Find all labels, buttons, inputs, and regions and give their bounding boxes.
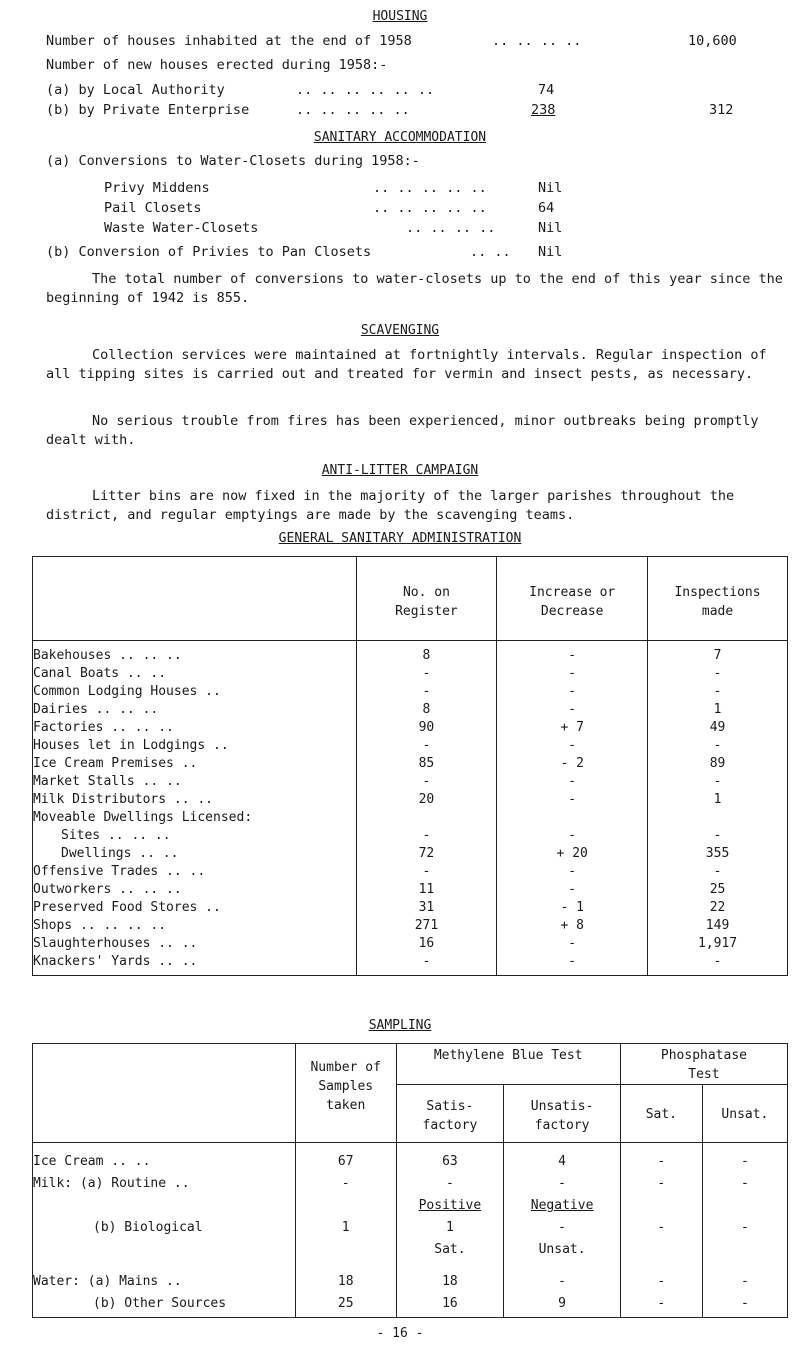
new-houses-item-dots: .. .. .. .. .. .. <box>296 82 435 98</box>
sampling-row-p-unsat <box>703 1195 787 1217</box>
general-row-label: Preserved Food Stores .. <box>33 900 221 915</box>
sampling-row-label: Milk: (a) Routine .. <box>33 1176 190 1191</box>
general-row-label: Dairies .. .. .. <box>33 702 159 717</box>
sampling-row-p-sat: - <box>657 1296 666 1311</box>
pan-closets-dots: .. .. <box>470 244 511 260</box>
sampling-row-p-unsat: - <box>740 1176 749 1191</box>
sampling-row-p-unsat: - <box>740 1296 749 1311</box>
sampling-table <box>32 1043 788 1318</box>
sampling-row-satisfactory: Positive <box>418 1198 482 1213</box>
conversion-dots: .. .. .. .. <box>406 220 496 236</box>
sampling-row-p-unsat <box>703 1239 787 1261</box>
new-houses-item-value: 74 <box>538 82 555 98</box>
general-header-blank <box>33 557 357 641</box>
general-row-increase: - <box>568 774 577 789</box>
general-row-inspections: 25 <box>709 882 726 897</box>
sampling-subheader-unsatisfactory: Unsatis- factory <box>504 1085 621 1143</box>
general-row-increase: + 7 <box>560 720 584 735</box>
sampling-row-unsatisfactory: - <box>558 1274 566 1289</box>
sampling-row-p-sat: - <box>657 1274 666 1289</box>
general-labels-cell <box>33 641 357 976</box>
anti-litter-heading: ANTI-LITTER CAMPAIGN <box>321 463 479 478</box>
general-row-register: 20 <box>418 792 435 807</box>
general-row-increase: - <box>568 936 577 951</box>
conversion-value: 64 <box>538 200 555 216</box>
sampling-unsat-cell <box>504 1143 621 1318</box>
general-row-increase <box>497 809 647 827</box>
general-row-increase: - <box>568 666 577 681</box>
general-row-inspections: 7 <box>713 648 722 663</box>
sanitary-heading: SANITARY ACCOMMODATION <box>313 130 487 145</box>
general-row-register: - <box>422 828 431 843</box>
conversion-dots: .. .. .. .. .. <box>373 200 487 216</box>
general-row-increase: - <box>568 864 577 879</box>
sampling-row-count: - <box>341 1176 350 1191</box>
conversion-value: Nil <box>538 180 563 196</box>
sampling-p-sat-cell <box>620 1143 702 1318</box>
general-row-label: Dwellings .. .. <box>61 846 179 861</box>
sampling-row-p-sat <box>621 1195 702 1217</box>
conversion-value: Nil <box>538 220 563 236</box>
general-row-register: - <box>422 864 431 879</box>
sampling-row-unsatisfactory: Unsat. <box>538 1242 586 1257</box>
sampling-row-label <box>33 1195 295 1217</box>
housing-heading: HOUSING <box>372 9 428 24</box>
conversions-label: (a) Conversions to Water-Closets during 1958:- <box>46 153 420 169</box>
conversions-total-text: The total number of conversions to water-closets up to the end of this year since the beginning of 1942 is 855. <box>46 271 783 306</box>
scavenging-paragraph: Collection services were maintained at fortnightly intervals. Regular inspection of all tipping sites is carried out and treated for vermin and insect pests, as necessary. <box>46 347 767 382</box>
general-row-label: Factories .. .. .. <box>33 720 174 735</box>
general-row-register: 16 <box>418 936 435 951</box>
general-row-register <box>357 809 497 827</box>
general-row-inspections: 1 <box>713 792 722 807</box>
general-row-inspections: 1 <box>713 702 722 717</box>
general-row-label: Market Stalls .. .. <box>33 774 182 789</box>
general-header-inspections: Inspections made <box>648 557 788 641</box>
sampling-row-satisfactory: 18 <box>442 1274 458 1289</box>
general-row-increase: - <box>568 702 577 717</box>
general-row-increase: - 2 <box>560 756 584 771</box>
sampling-row-count: 18 <box>337 1274 354 1289</box>
general-row-register: 72 <box>418 846 435 861</box>
sampling-row-unsatisfactory: - <box>558 1176 566 1191</box>
sampling-sat-cell <box>396 1143 504 1318</box>
sampling-row-count: 25 <box>337 1296 354 1311</box>
general-row-inspections: - <box>713 774 722 789</box>
sampling-subheader-p-sat: Sat. <box>620 1085 702 1143</box>
general-row-register: - <box>422 774 431 789</box>
general-row-label: Knackers' Yards .. .. <box>33 954 198 969</box>
sampling-subheader-p-unsat: Unsat. <box>702 1085 787 1143</box>
sampling-header-blank <box>33 1044 296 1143</box>
sampling-row-count: 1 <box>341 1220 350 1235</box>
general-row-increase: - <box>568 828 577 843</box>
general-row-label: Houses let in Lodgings .. <box>33 738 229 753</box>
general-row-increase: - <box>568 792 577 807</box>
sampling-row-p-sat <box>621 1239 702 1261</box>
sampling-row-unsatisfactory: - <box>558 1220 566 1235</box>
sampling-row-unsatisfactory: Negative <box>530 1198 594 1213</box>
sampling-row-p-sat: - <box>657 1154 666 1169</box>
new-houses-item-dots: .. .. .. .. .. <box>296 102 410 118</box>
general-row-inspections: 355 <box>705 846 730 861</box>
general-row-label: Ice Cream Premises .. <box>33 756 198 771</box>
page-number: - 16 - <box>376 1326 424 1341</box>
general-row-inspections: - <box>713 828 722 843</box>
general-row-inspections: 89 <box>709 756 726 771</box>
sampling-row-p-unsat: - <box>740 1220 749 1235</box>
general-row-inspections: 49 <box>709 720 726 735</box>
general-row-inspections: - <box>713 864 722 879</box>
general-row-register: 90 <box>418 720 435 735</box>
anti-litter-paragraph: Litter bins are now fixed in the majority of the larger parishes throughout the district, and regular emptyings are made by the scavenging teams. <box>46 488 735 523</box>
sampling-row-label: (b) Biological <box>93 1220 203 1235</box>
general-row-register: 85 <box>418 756 435 771</box>
general-row-register: 31 <box>418 900 435 915</box>
new-houses-item-label: (b) by Private Enterprise <box>46 102 250 118</box>
general-row-label: Common Lodging Houses .. <box>33 684 221 699</box>
sampling-header-phosphatase: Phosphatase Test <box>620 1044 787 1085</box>
general-row-increase: - 1 <box>560 900 584 915</box>
general-row-increase: - <box>568 738 577 753</box>
pan-closets-label: (b) Conversion of Privies to Pan Closets <box>46 244 372 260</box>
sampling-row-satisfactory: 1 <box>445 1220 454 1235</box>
sampling-heading: SAMPLING <box>368 1018 432 1033</box>
general-row-increase: + 8 <box>560 918 584 933</box>
sampling-labels-cell <box>33 1143 296 1318</box>
sampling-row-label <box>33 1239 295 1261</box>
sampling-header-methylene: Methylene Blue Test <box>396 1044 620 1085</box>
general-row-register: 271 <box>414 918 439 933</box>
general-header-register: No. on Register <box>356 557 497 641</box>
scavenging-heading: SCAVENGING <box>360 323 440 338</box>
general-header-increase: Increase or Decrease <box>497 557 648 641</box>
general-row-register: 8 <box>422 648 431 663</box>
new-houses-total: 312 <box>709 102 734 118</box>
general-row-label: Milk Distributors .. .. <box>33 792 214 807</box>
sampling-row-satisfactory: 63 <box>442 1154 458 1169</box>
general-sanitary-table <box>32 556 788 976</box>
sampling-row-count <box>296 1239 396 1261</box>
general-heading: GENERAL SANITARY ADMINISTRATION <box>278 531 522 546</box>
conversion-label: Privy Middens <box>104 180 210 196</box>
general-row-register: - <box>422 666 431 681</box>
general-row-increase: - <box>568 954 577 969</box>
conversion-dots: .. .. .. .. .. <box>373 180 487 196</box>
sampling-count-cell <box>295 1143 396 1318</box>
sampling-row-count: 67 <box>337 1154 354 1169</box>
general-row-label: Shops .. .. .. .. <box>33 918 167 933</box>
sampling-row-count <box>296 1195 396 1217</box>
general-row-label: Offensive Trades .. .. <box>33 864 206 879</box>
general-row-inspections: 1,917 <box>697 936 738 951</box>
general-row-register: 8 <box>422 702 431 717</box>
pan-closets-value: Nil <box>538 244 563 260</box>
scavenging-paragraph: No serious trouble from fires has been experienced, minor outbreaks being promptly dealt with. <box>46 413 759 448</box>
sampling-row-label: Water: (a) Mains .. <box>33 1274 182 1289</box>
general-register-cell <box>356 641 497 976</box>
general-row-register: - <box>422 738 431 753</box>
general-row-label: Moveable Dwellings Licensed: <box>33 810 253 825</box>
general-row-inspections <box>648 809 787 827</box>
sampling-row-p-unsat: - <box>740 1274 749 1289</box>
general-row-inspections: - <box>713 738 722 753</box>
general-row-label: Slaughterhouses .. .. <box>33 936 198 951</box>
general-row-inspections: 22 <box>709 900 726 915</box>
sampling-row-label: (b) Other Sources <box>93 1296 227 1311</box>
inhabited-dots: .. .. .. .. <box>492 33 582 49</box>
general-inspections-cell <box>648 641 788 976</box>
sampling-row-satisfactory: 16 <box>442 1296 458 1311</box>
sampling-row-p-sat: - <box>657 1176 666 1191</box>
sampling-row-unsatisfactory: 4 <box>558 1154 566 1169</box>
general-row-inspections: - <box>713 954 722 969</box>
general-row-increase: - <box>568 882 577 897</box>
new-houses-item-label: (a) by Local Authority <box>46 82 225 98</box>
sampling-row-label: Ice Cream .. .. <box>33 1154 151 1169</box>
general-row-label: Bakehouses .. .. .. <box>33 648 182 663</box>
sampling-row-p-sat: - <box>657 1220 666 1235</box>
sampling-row-satisfactory: - <box>445 1176 454 1191</box>
general-row-increase: - <box>568 648 577 663</box>
general-row-label: Sites .. .. .. <box>61 828 171 843</box>
general-row-increase: - <box>568 684 577 699</box>
general-row-register: - <box>422 954 431 969</box>
sampling-subheader-satisfactory: Satis- factory <box>396 1085 504 1143</box>
conversion-label: Pail Closets <box>104 200 202 216</box>
general-row-increase: + 20 <box>556 846 588 861</box>
inhabited-label: Number of houses inhabited at the end of 1958 <box>46 33 412 49</box>
general-row-register: 11 <box>418 882 435 897</box>
sampling-row-satisfactory: Sat. <box>434 1242 466 1257</box>
conversion-label: Waste Water-Closets <box>104 220 259 236</box>
general-row-inspections: 149 <box>705 918 730 933</box>
new-houses-item-value: 238 <box>531 102 556 118</box>
general-row-register: - <box>422 684 431 699</box>
general-row-inspections: - <box>713 684 722 699</box>
general-row-label: Outworkers .. .. .. <box>33 882 182 897</box>
general-row-label: Canal Boats .. .. <box>33 666 167 681</box>
general-row-inspections: - <box>713 666 722 681</box>
sampling-header-samples: Number of Samples taken <box>295 1044 396 1143</box>
general-increase-cell <box>497 641 648 976</box>
new-houses-label: Number of new houses erected during 1958:- <box>46 57 388 73</box>
sampling-row-p-unsat: - <box>740 1154 749 1169</box>
sampling-row-unsatisfactory: 9 <box>558 1296 566 1311</box>
inhabited-value: 10,600 <box>688 33 737 49</box>
sampling-p-unsat-cell <box>702 1143 787 1318</box>
